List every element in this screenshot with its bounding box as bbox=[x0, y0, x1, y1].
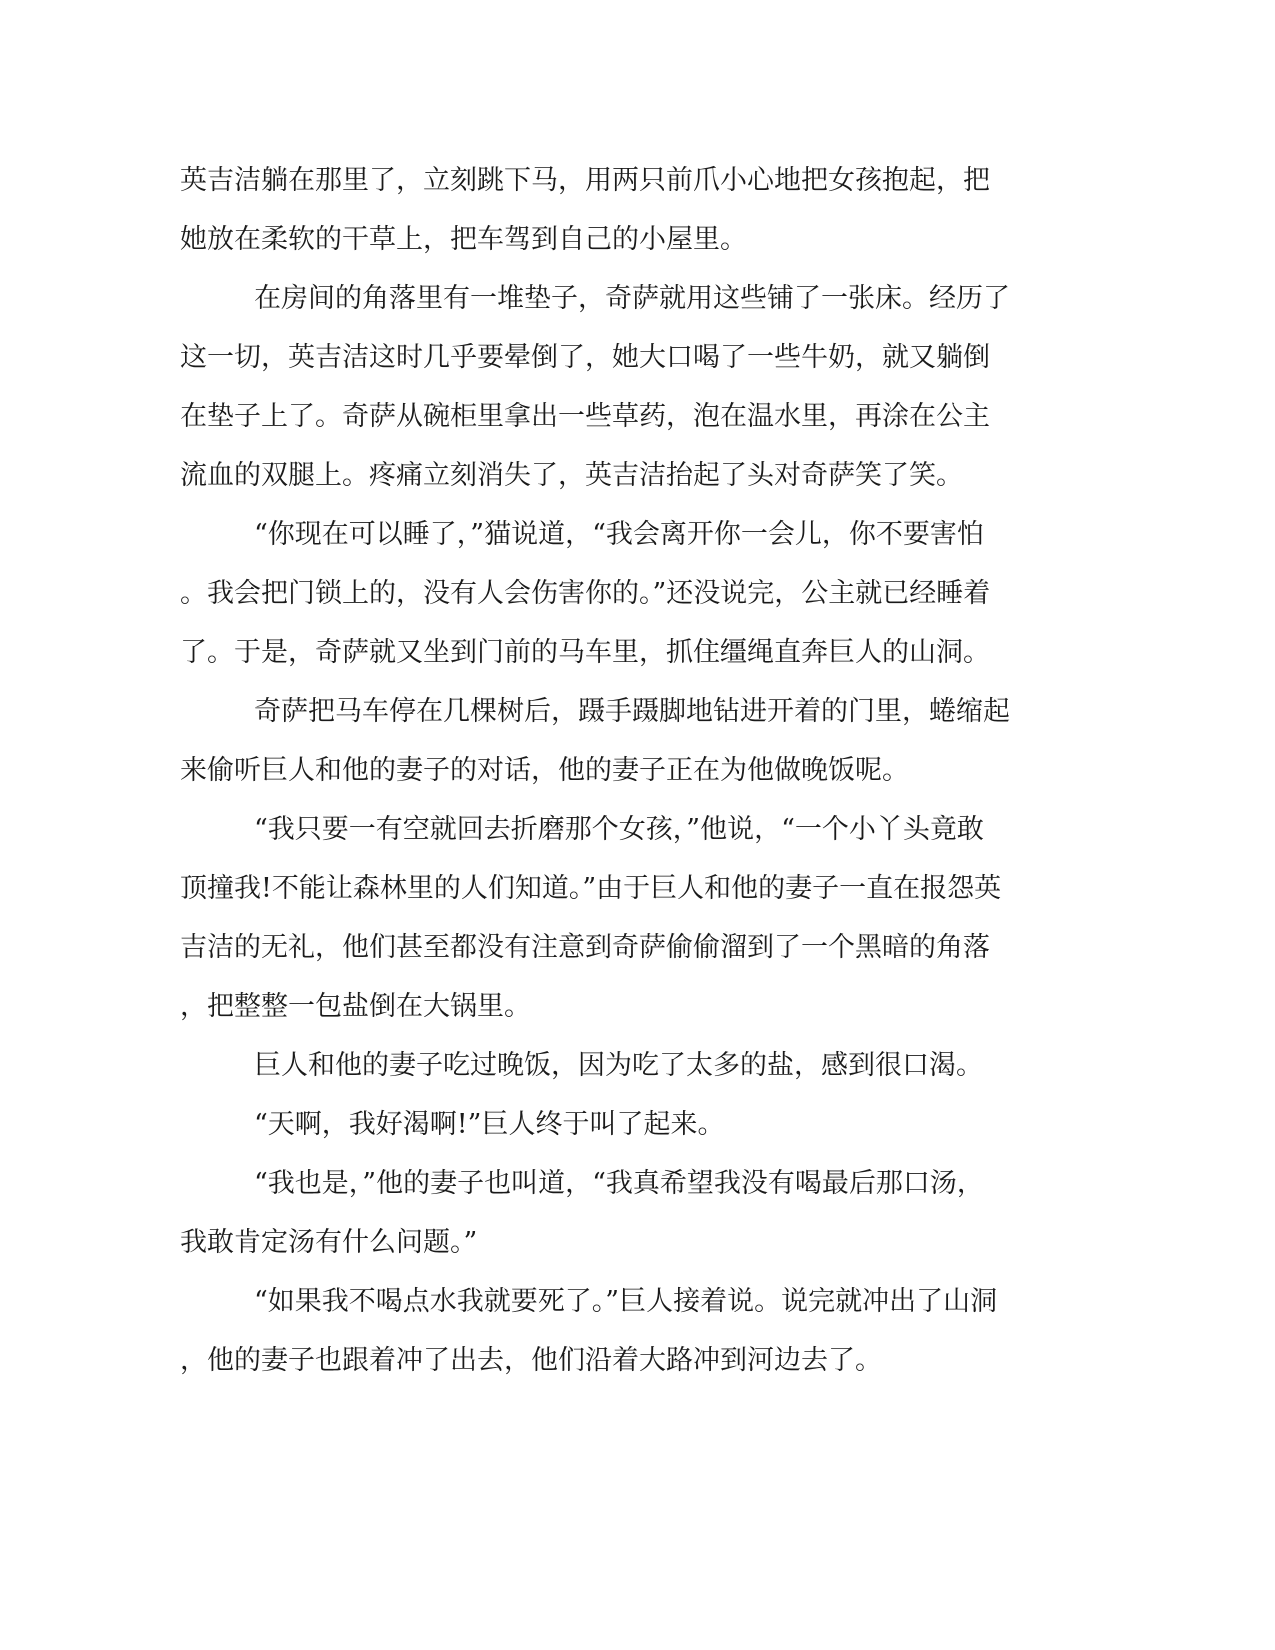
text-line: “你现在可以睡了，”猫说道，“我会离开你一会儿，你不要害怕 bbox=[254, 519, 984, 550]
text-line: 奇萨把马车停在几棵树后，蹑手蹑脚地钻进开着的门里，蜷缩起 bbox=[254, 696, 1010, 727]
text-line: 这一切，英吉洁这时几乎要晕倒了，她大口喝了一些牛奶，就又躺倒 bbox=[180, 342, 990, 373]
text-line: 在垫子上了。奇萨从碗柜里拿出一些草药，泡在温水里，再涂在公主 bbox=[180, 401, 990, 432]
text-line: 来偷听巨人和他的妻子的对话，他的妻子正在为他做晚饭呢。 bbox=[180, 755, 909, 786]
text-line: 顶撞我!不能让森林里的人们知道。”由于巨人和他的妻子一直在报怨英 bbox=[180, 873, 1002, 904]
text-line: ，把整整一包盐倒在大锅里。 bbox=[180, 991, 531, 1022]
text-line: 英吉洁躺在那里了，立刻跳下马，用两只前爪小心地把女孩抱起，把 bbox=[180, 165, 990, 196]
text-line: 流血的双腿上。疼痛立刻消失了，英吉洁抬起了头对奇萨笑了笑。 bbox=[180, 460, 963, 491]
text-line: 了。于是，奇萨就又坐到门前的马车里，抓住缰绳直奔巨人的山洞。 bbox=[180, 637, 990, 668]
text-line: 吉洁的无礼，他们甚至都没有注意到奇萨偷偷溜到了一个黑暗的角落 bbox=[180, 932, 990, 963]
text-line: 我敢肯定汤有什么问题。” bbox=[180, 1227, 478, 1258]
text-line: 在房间的角落里有一堆垫子，奇萨就用这些铺了一张床。经历了 bbox=[254, 283, 1010, 314]
text-line: 她放在柔软的干草上，把车驾到自己的小屋里。 bbox=[180, 224, 747, 255]
text-line: “我只要一有空就回去折磨那个女孩，”他说，“一个小丫头竟敢 bbox=[254, 814, 984, 845]
text-line: “我也是，”他的妻子也叫道，“我真希望我没有喝最后那口汤， bbox=[254, 1168, 984, 1199]
text-line: “天啊，我好渴啊!”巨人终于叫了起来。 bbox=[254, 1109, 725, 1140]
text-line: ，他的妻子也跟着冲了出去，他们沿着大路冲到河边去了。 bbox=[180, 1345, 882, 1376]
text-line: 。我会把门锁上的，没有人会伤害你的。”还没说完，公主就已经睡着 bbox=[180, 578, 991, 609]
text-line: 巨人和他的妻子吃过晚饭，因为吃了太多的盐，感到很口渴。 bbox=[254, 1050, 983, 1081]
text-line: “如果我不喝点水我就要死了。”巨人接着说。说完就冲出了山洞 bbox=[254, 1286, 998, 1317]
